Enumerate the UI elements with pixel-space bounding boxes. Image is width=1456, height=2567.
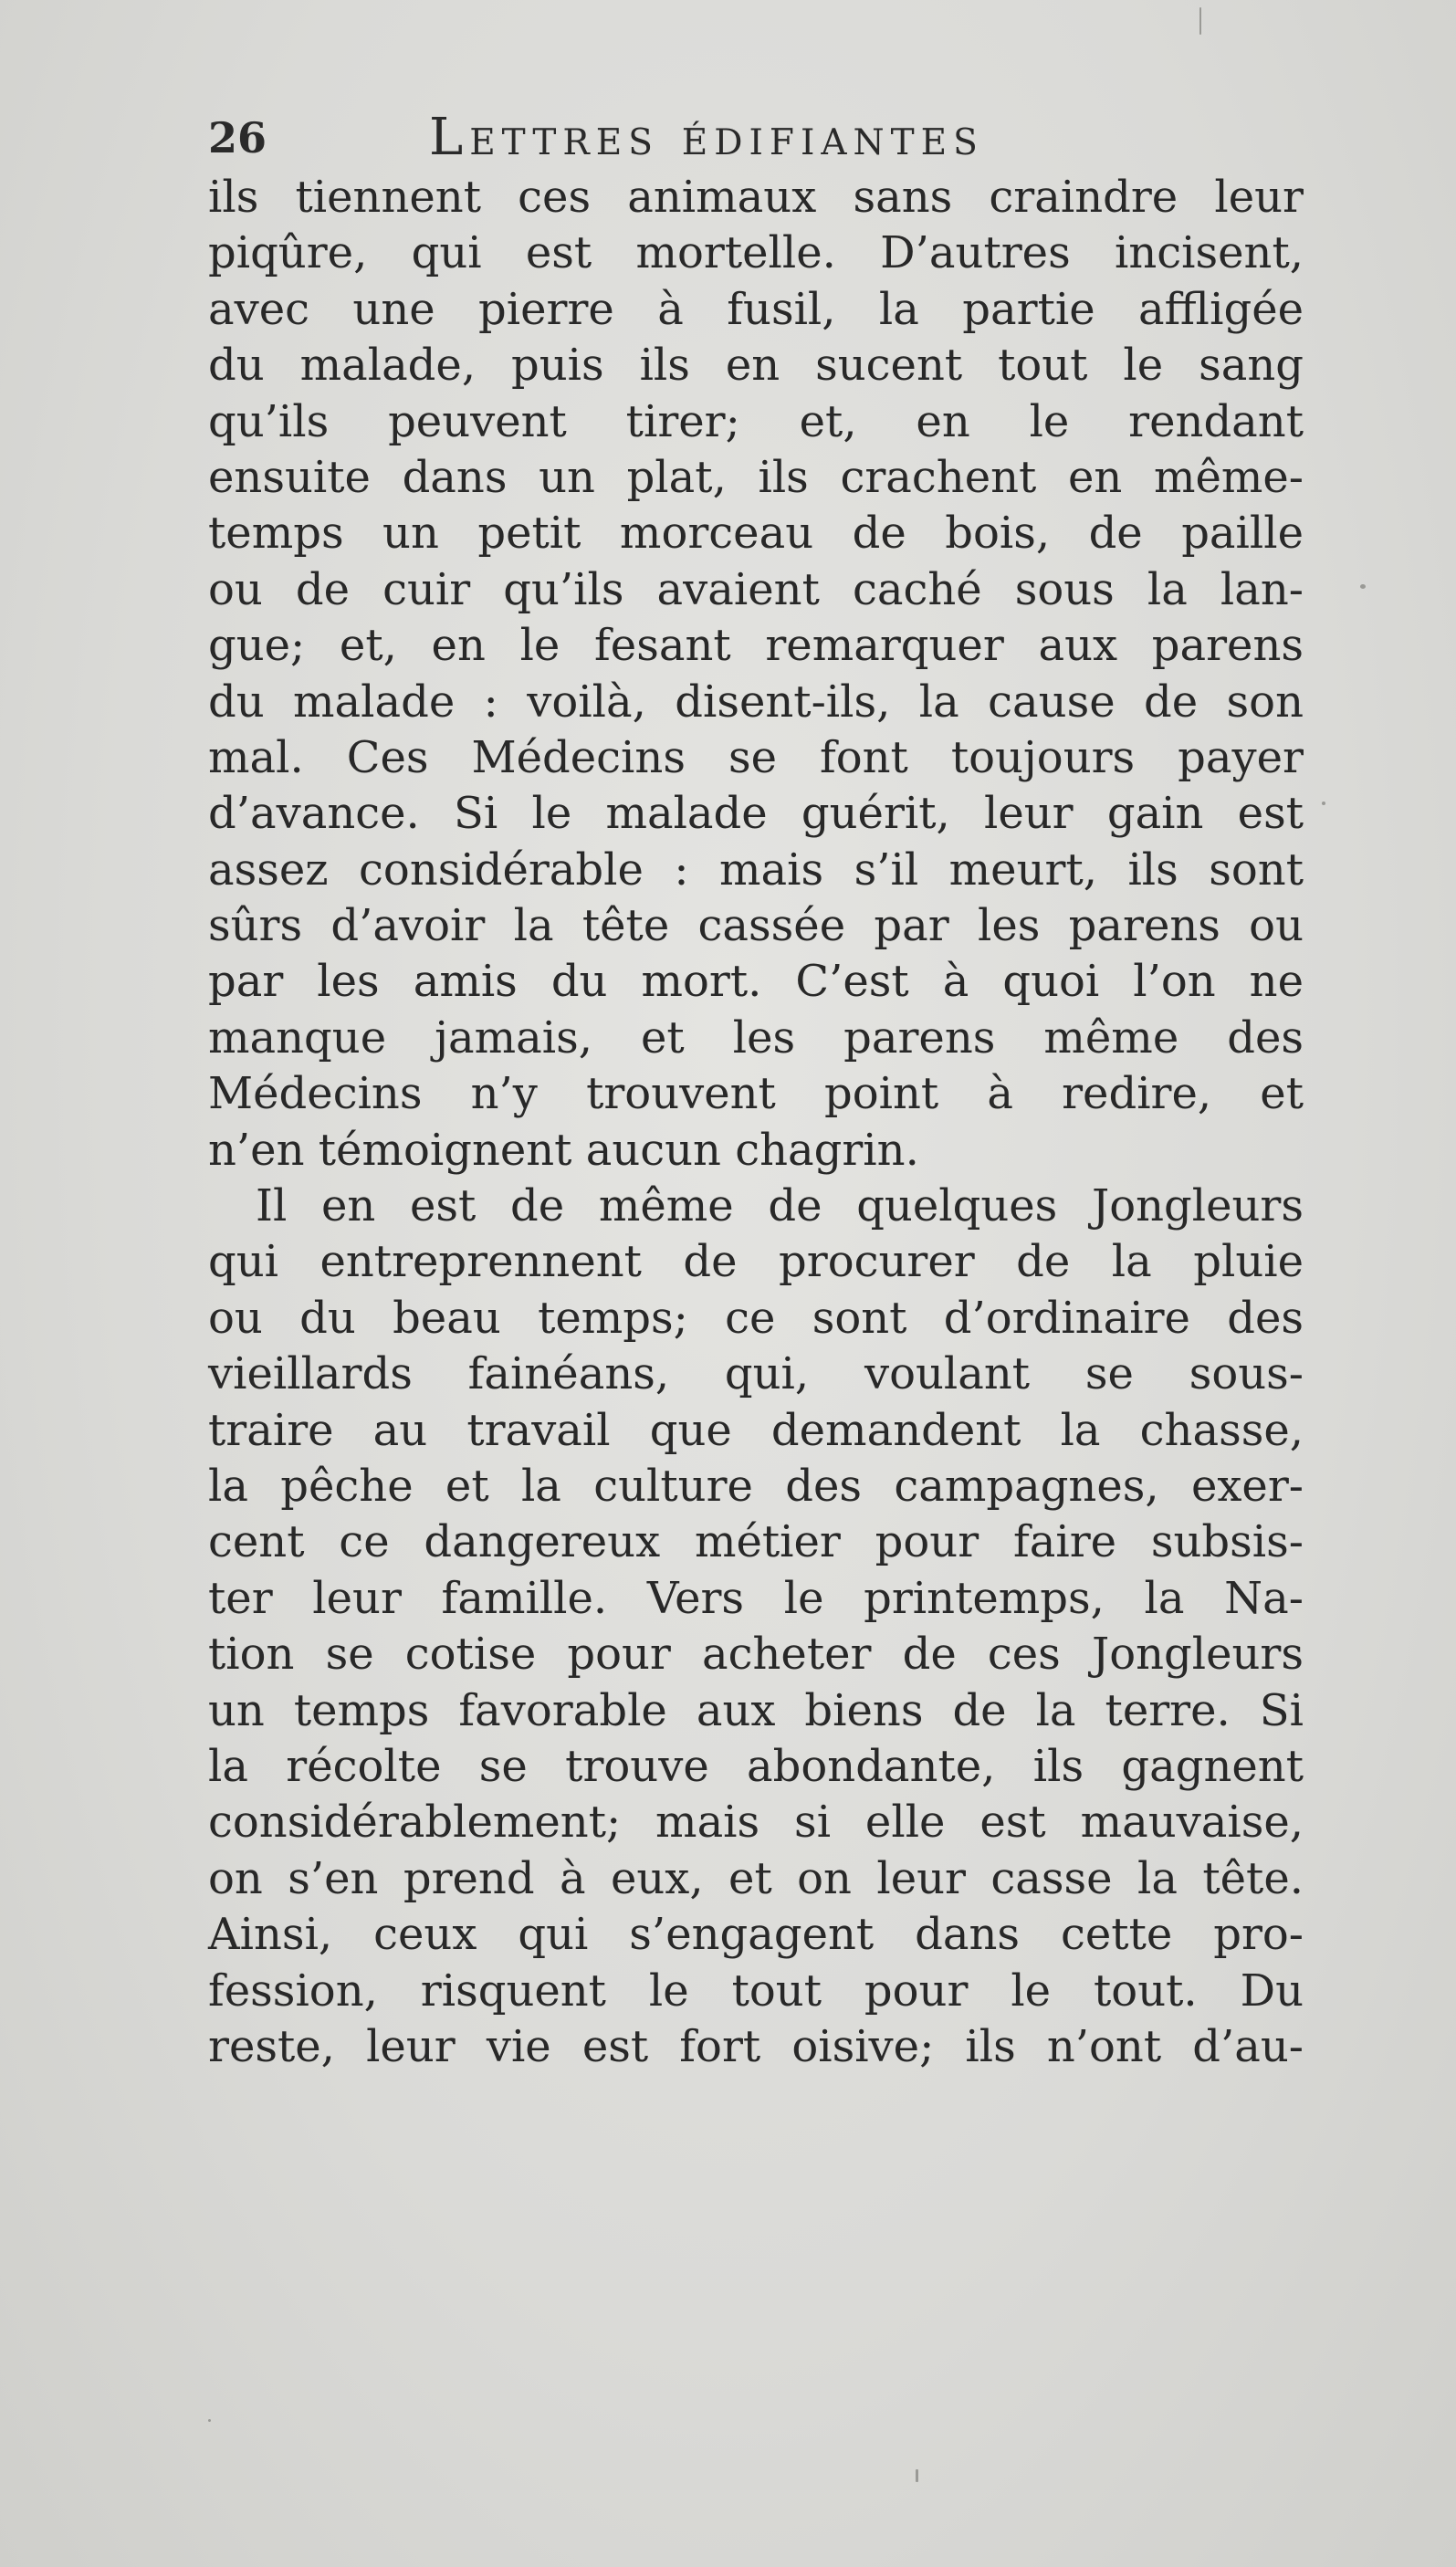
text-line: avec une pierre à fusil, la partie affligée bbox=[208, 283, 1304, 335]
text-line: Ainsi, ceux qui s’engagent dans cette pro- bbox=[208, 1909, 1304, 1961]
paper-speck bbox=[1360, 584, 1366, 589]
text-line: assez considérable : mais s’il meurt, ils sont bbox=[208, 843, 1304, 896]
page-header bbox=[0, 108, 1456, 172]
text-line: la pêche et la culture des campagnes, exer- bbox=[208, 1460, 1304, 1512]
paper-speck bbox=[916, 2469, 918, 2482]
text-line: un temps favorable aux biens de la terre. Si bbox=[208, 1684, 1304, 1736]
text-line: fession, risquent le tout pour le tout. Du bbox=[208, 1965, 1304, 2017]
text-line: traire au travail que demandent la chasse, bbox=[208, 1404, 1304, 1456]
text-line: manque jamais, et les parens même des bbox=[208, 1011, 1304, 1063]
running-title: Lettres édifiantes bbox=[429, 108, 984, 167]
text-line: considérablement; mais si elle est mauvaise, bbox=[208, 1797, 1304, 1849]
text-line: Médecins n’y trouvent point à redire, et bbox=[208, 1068, 1304, 1120]
text-line: gue; et, en le fesant remarquer aux parens bbox=[208, 620, 1304, 672]
text-line: vieillards fainéans, qui, voulant se sous- bbox=[208, 1348, 1304, 1400]
text-line: ils tiennent ces animaux sans craindre leur bbox=[208, 172, 1304, 223]
text-line: reste, leur vie est fort oisive; ils n’ont d’au- bbox=[208, 2020, 1304, 2072]
text-line: ou de cuir qu’ils avaient caché sous la lan- bbox=[208, 563, 1304, 615]
text-line: n’en témoignent aucun chagrin. bbox=[208, 1124, 919, 1176]
paragraph-start-line: Il en est de même de quelques Jongleurs bbox=[256, 1180, 1304, 1232]
text-line: mal. Ces Médecins se font toujours payer bbox=[208, 731, 1304, 783]
text-line: ou du beau temps; ce sont d’ordinaire des bbox=[208, 1292, 1304, 1344]
paper-speck bbox=[208, 2419, 211, 2422]
body-text bbox=[208, 170, 1304, 2075]
text-line: on s’en prend à eux, et on leur casse la tête. bbox=[208, 1852, 1304, 1904]
text-line: qu’ils peuvent tirer; et, en le rendant bbox=[208, 395, 1304, 447]
text-line: cent ce dangereux métier pour faire subsis- bbox=[208, 1516, 1304, 1568]
text-line: du malade : voilà, disent-ils, la cause de son bbox=[208, 676, 1304, 728]
text-line: ter leur famille. Vers le printemps, la Na- bbox=[208, 1572, 1304, 1624]
text-line: du malade, puis ils en sucent tout le sang bbox=[208, 340, 1304, 392]
text-line: temps un petit morceau de bois, de paille bbox=[208, 508, 1304, 560]
text-line: sûrs d’avoir la tête cassée par les parens ou bbox=[208, 900, 1304, 952]
text-line: la récolte se trouve abondante, ils gagnent bbox=[208, 1740, 1304, 1792]
text-line: tion se cotise pour acheter de ces Jongleurs bbox=[208, 1629, 1304, 1681]
paper-speck bbox=[1322, 802, 1325, 805]
text-line: par les amis du mort. C’est à quoi l’on ne bbox=[208, 956, 1304, 1008]
paper-speck bbox=[1199, 7, 1201, 35]
text-line: d’avance. Si le malade guérit, leur gain est bbox=[208, 788, 1304, 840]
text-line: ensuite dans un plat, ils crachent en même- bbox=[208, 451, 1304, 503]
text-line: piqûre, qui est mortelle. D’autres incisent, bbox=[208, 227, 1304, 279]
text-line: qui entreprennent de procurer de la pluie bbox=[208, 1236, 1304, 1288]
page-number: 26 bbox=[208, 113, 267, 162]
